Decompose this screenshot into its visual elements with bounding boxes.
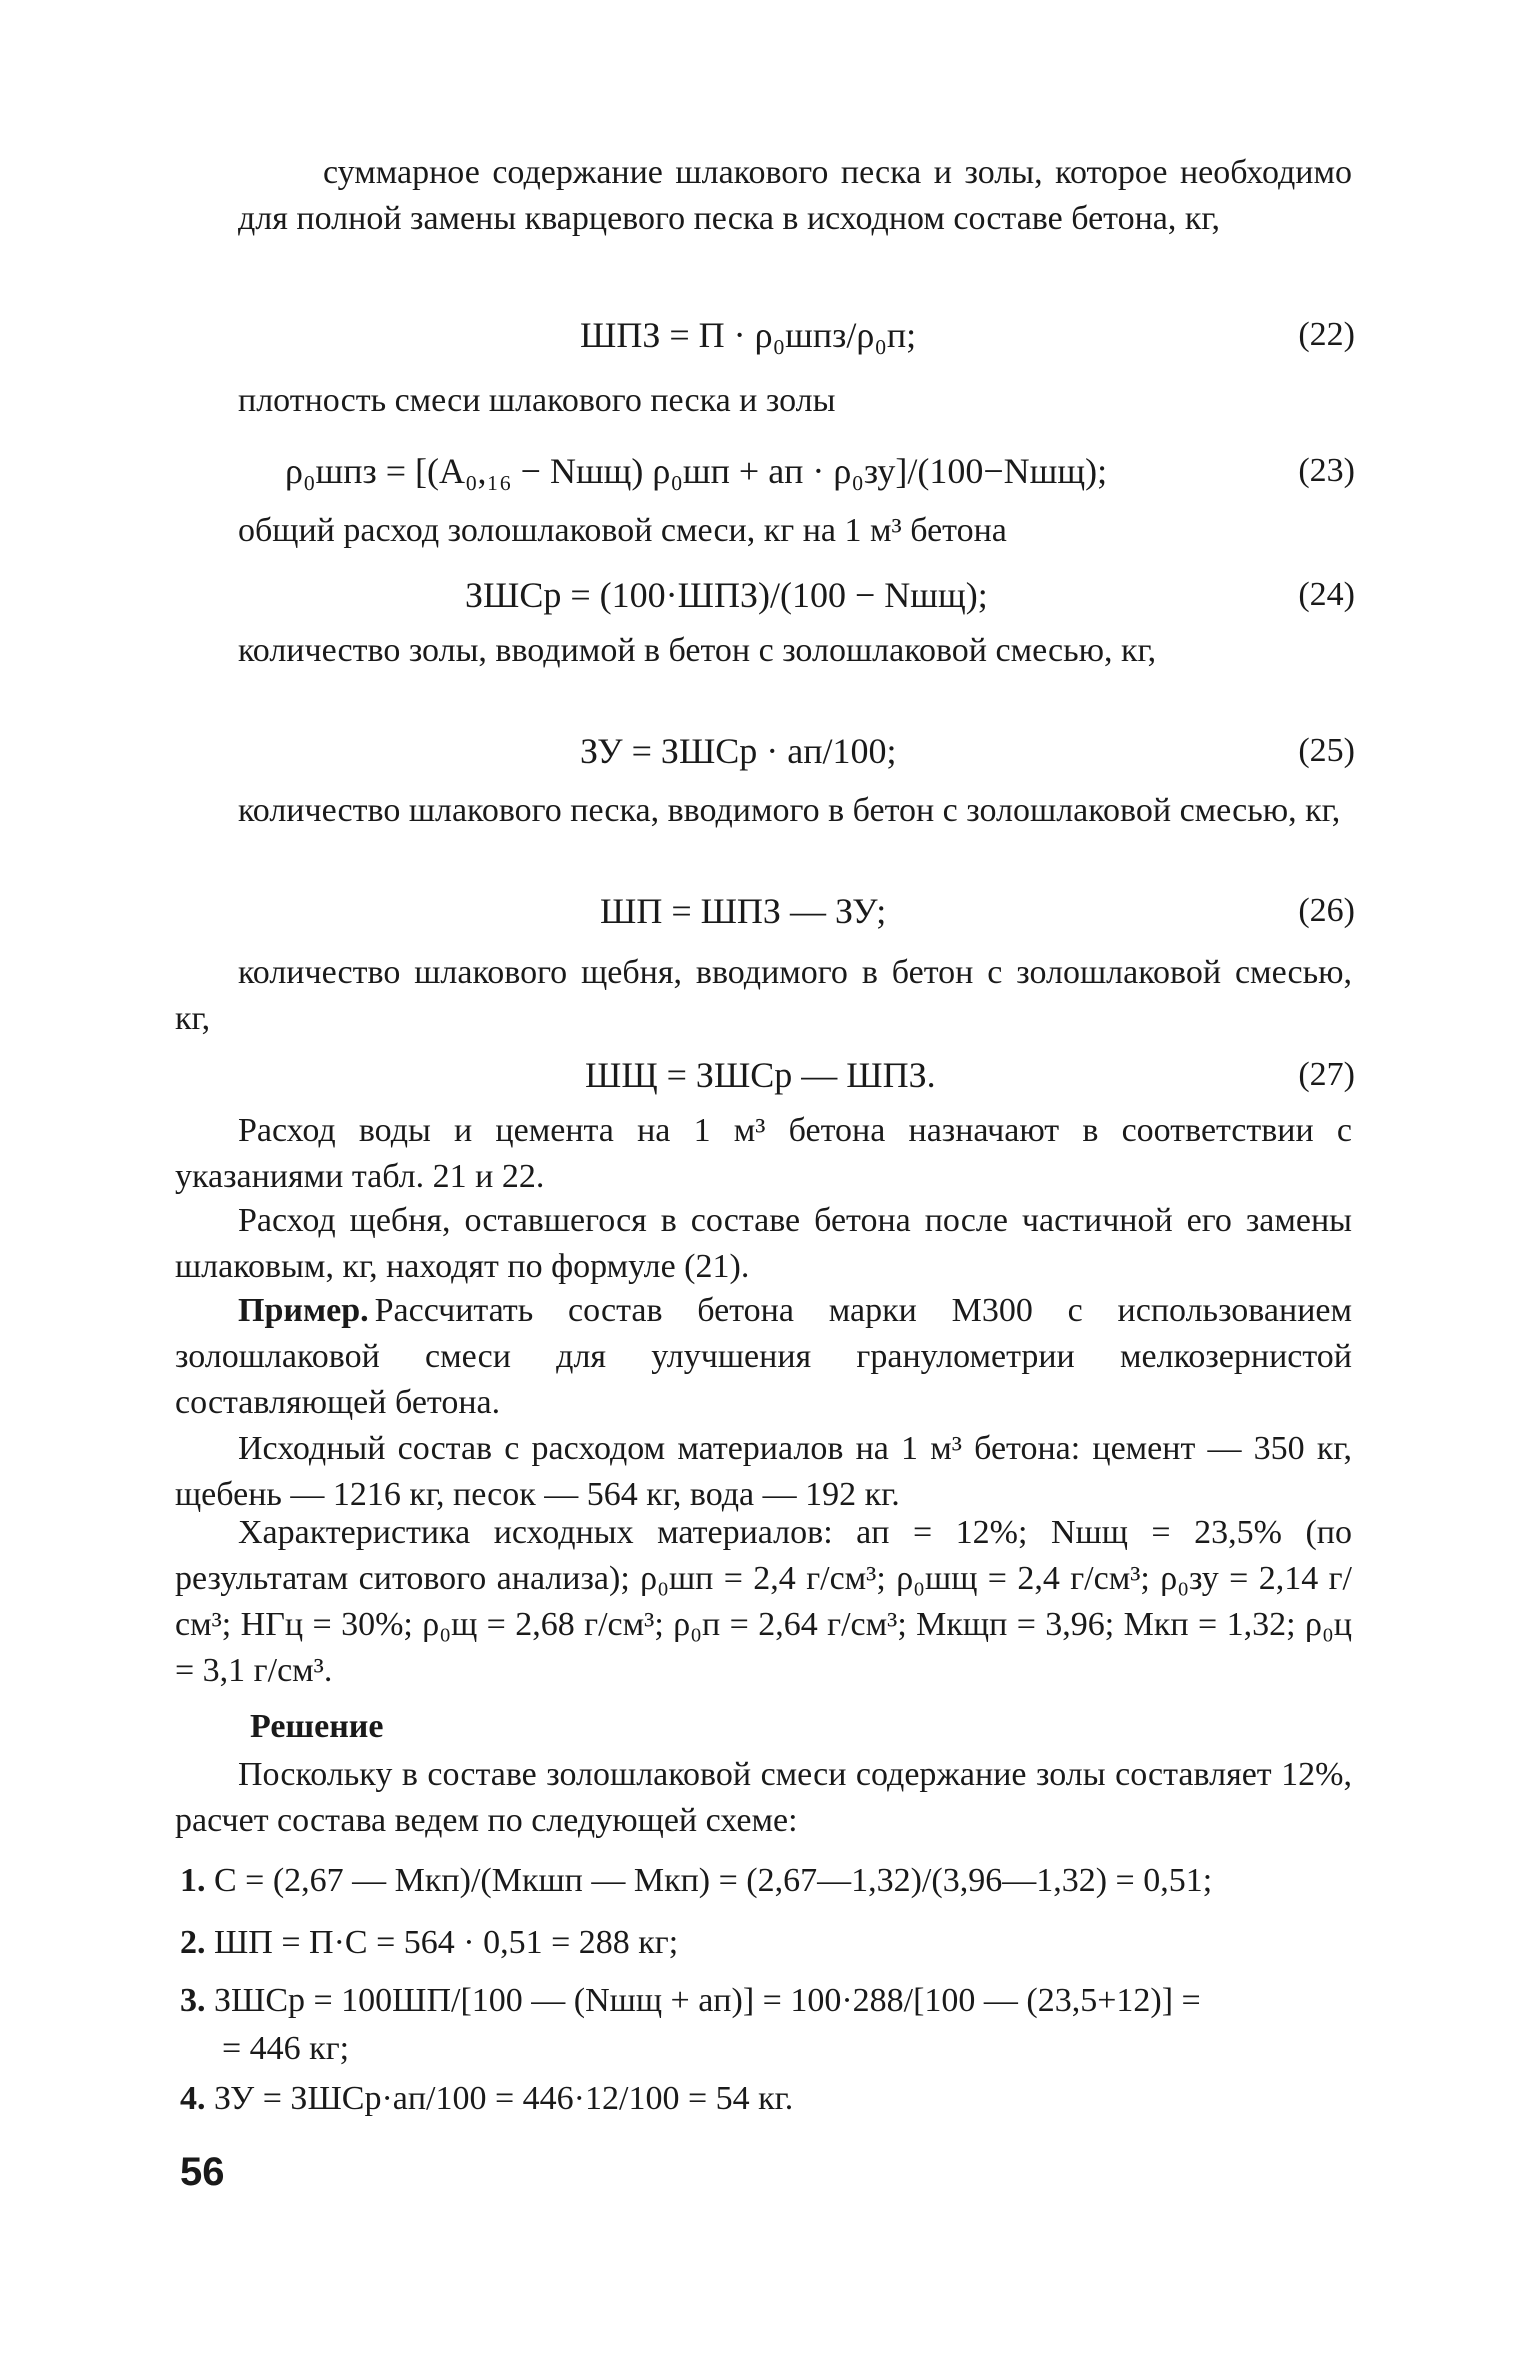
paragraph-solution-intro: Поскольку в составе золошлаковой смеси содержание золы составляет 12%, расчет состава ведем по следующей схеме: — [175, 1756, 1352, 1839]
example-text: Рассчитать состав бетона марки М300 с использованием золошлаковой смеси для улучшения гранулометрии мелкозернистой составляющей бетона. — [175, 1292, 1352, 1421]
formula-23: ρ₀шпз = [(A₀,₁₆ − Nшщ) ρ₀шп + aп · ρ₀зу]/(100−Nшщ); — [285, 451, 1108, 491]
paragraph-ash-amount: количество золы, вводимой в бетон с золошлаковой смесью, кг, — [238, 632, 1157, 669]
formula-24: ЗШСр = (100·ШПЗ)/(100 − Nшщ); — [465, 575, 988, 615]
example-label: Пример. — [238, 1292, 369, 1329]
paragraph-total-mix: общий расход золошлаковой смеси, кг на 1 м³ бетона — [238, 512, 1007, 549]
equation-number-22: (22) — [1298, 316, 1355, 353]
formula-26: ШП = ШПЗ — ЗУ; — [600, 891, 887, 931]
equation-number-24: (24) — [1298, 576, 1355, 613]
formula-22: ШПЗ = П · ρ₀шпз/ρ₀п; — [580, 315, 917, 355]
page-number: 56 — [180, 2150, 225, 2194]
paragraph-slag-sand: количество шлакового песка, вводимого в бетон с золошлаковой смесью, кг, — [238, 792, 1341, 829]
equation-number-26: (26) — [1298, 892, 1355, 929]
paragraph-slag-gravel: количество шлакового щебня, вводимого в бетон с золошлаковой смесью, кг, — [175, 954, 1352, 1037]
paragraph-density: плотность смеси шлакового песка и золы — [238, 382, 836, 419]
equation-number-27: (27) — [1298, 1056, 1355, 1093]
solution-step-1: 1. С = (2,67 — Mкп)/(Mкшп — Mкп) = (2,67—1,32)/(3,96—1,32) = 0,51; — [180, 1862, 1213, 1899]
paragraph-initial-composition: Исходный состав с расходом материалов на 1 м³ бетона: цемент — 350 кг, щебень — 1216 кг, песок — 564 кг, вода — 192 кг. — [175, 1430, 1352, 1513]
formula-25: ЗУ = ЗШСр · aп/100; — [580, 731, 897, 771]
solution-step-2: 2. ШП = П·С = 564 · 0,51 = 288 кг; — [180, 1924, 679, 1961]
equation-number-23: (23) — [1298, 452, 1355, 489]
solution-heading: Решение — [250, 1708, 384, 1745]
solution-step-3: 3. ЗШСр = 100ШП/[100 — (Nшщ + aп)] = 100·288/[100 — (23,5+12)] = — [180, 1982, 1201, 2019]
paragraph-water-cement: Расход воды и цемента на 1 м³ бетона назначают в соответствии с указаниями табл. 21 и 22. — [175, 1112, 1352, 1195]
formula-27: ШЩ = ЗШСр — ШПЗ. — [585, 1055, 936, 1095]
equation-number-25: (25) — [1298, 732, 1355, 769]
paragraph-material-characteristics: Характеристика исходных материалов: aп = 12%; Nшщ = 23,5% (по результатам ситового анализа); ρ₀шп = 2,4 г/см³; ρ₀шщ = 2,4 г/см³; ρ₀зу = 2,14 г/см³; НГц = 30%; ρ₀щ = 2,68 г/см³; ρ₀п = 2,64 г/см³; Mкщп = 3,96; Mкп = 1,32; ρ₀ц = 3,1 г/см³. — [175, 1514, 1352, 1689]
paragraph-example — [175, 1288, 1352, 1426]
solution-step-4: 4. ЗУ = ЗШСр·aп/100 = 446·12/100 = 54 кг. — [180, 2080, 794, 2117]
solution-step-3-continued: = 446 кг; — [222, 2030, 350, 2067]
paragraph-sum-content: суммарное содержание шлакового песка и золы, которое необходимо для полной замены кварцевого песка в исходном составе бетона, кг, — [238, 154, 1352, 237]
paragraph-gravel-consumption: Расход щебня, оставшегося в составе бетона после частичной его замены шлаковым, кг, находят по формуле (21). — [175, 1202, 1352, 1285]
